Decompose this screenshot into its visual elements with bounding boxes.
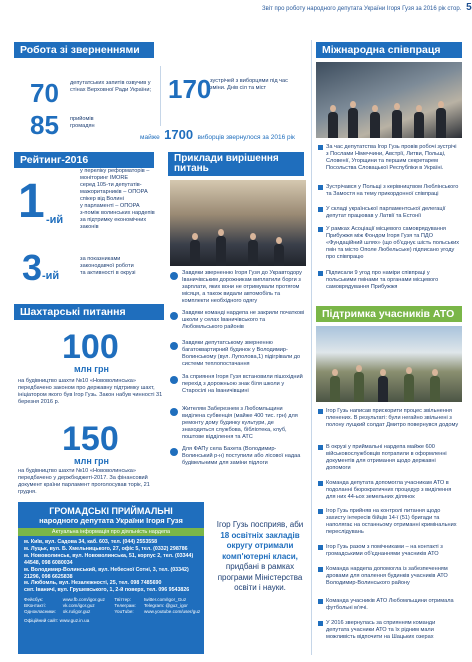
ato-item: В окрузі у приймальні нардепа майже 600 військовослужбовців потрапили в оформленні документів для отримання щодо державні допомоги — [326, 444, 460, 472]
person-figure — [348, 108, 358, 138]
person-figure — [354, 372, 364, 402]
intl-item: У рамках Асоціації місцевого самоврядування Прибужжя між Фондом Ігоря Гузя та ПДО «Фундаційний шлях» (що об'єднує шість польських гмін та місто Ополе Любельське) підписано угоду про співпрацю — [326, 226, 460, 260]
mining-a-text: на будівництво шахти №10 «Нововолинська» передбачено законом про державну підтримку шахт, ініціатором якого був Ігор Гузь. Закон набув чинності 31 березня 2016 р. — [18, 378, 163, 405]
stat-voters-text: виборців звернулося за 2016 рік — [197, 134, 295, 141]
person-figure — [436, 108, 446, 138]
stat-meetings-text: зустрічей з виборцями під час зміни. Днів сіл та міст — [210, 78, 288, 91]
rating-3-line: законодавчої роботи — [80, 263, 134, 269]
rating-1-number: 1 — [18, 175, 45, 228]
social-label: Фейсбук: — [24, 597, 44, 603]
person-figure — [370, 112, 380, 138]
address-item: м. Любомль, вул. Незалежності, 25, тел. 098 7485690 — [24, 580, 162, 587]
schools-text-d: придбані в рамках програми Міністерства освіти і науки. — [217, 562, 303, 592]
rating-3-suffix: -ий — [42, 270, 60, 282]
rating-1-line: у парламенті – ОПОРА — [80, 203, 140, 209]
rating-1-line: за підтримку економічних — [80, 217, 147, 223]
intl-title: Міжнародна співпраця — [316, 42, 462, 58]
schools-note — [214, 520, 306, 594]
example-item: Завдяки командi нардепа не закрили початкові школи у селах Іваничівського та Любомльського районів — [182, 310, 305, 330]
person-figure — [330, 376, 340, 402]
example-item: Завдяки зверненню Ігоря Гузя до Укравтодору Іваничівським дорожникам виплатили борги з зарплати, яких вони не отримували протягом місяця, а також видали автомобіль та комплекти необхідного одягу — [182, 270, 302, 304]
receptions-band: Актуальна інформація про діяльність нардепа — [18, 528, 204, 536]
bullet-icon — [170, 448, 178, 456]
ato-item: Команда нардепа допомогла із забезпеченням дровами для опалення будинків учасників АТО Володимир-Волинського району — [326, 566, 460, 587]
social-label: YouTube: — [114, 609, 134, 615]
rating-3-line: та активності в окрузі — [80, 270, 136, 276]
bullet-icon — [170, 312, 178, 320]
social-label: ВКонтакті: — [24, 603, 46, 609]
schools-text-b: 18 освітніх закладів — [220, 530, 300, 540]
stat-voters — [140, 126, 310, 144]
social-link[interactable]: ok.ru/igor.guz — [62, 609, 91, 615]
ato-item: Ігор Гузь прийняв на контролі питання щодо захисту інтересів бійців 14-ї (51) бригади та наполягає на останньому отриманні кримінальних переслідувань — [326, 508, 460, 536]
rating-1-line: мажоритарників – ОПОРА — [80, 189, 148, 195]
rating-1-line: у переліку реформаторів – — [80, 168, 150, 174]
rating-3-number: 3 — [22, 247, 43, 288]
rating-1-line: серед 105-ти депутатів- — [80, 182, 142, 188]
social-link[interactable]: Telegram: @guz_igor — [144, 603, 188, 609]
social-label: Однокласники: — [24, 609, 56, 615]
intl-photo — [316, 62, 462, 138]
social-link[interactable]: twitter.com/Igor_Guz — [144, 597, 187, 603]
person-figure — [190, 240, 200, 266]
page-header — [262, 2, 472, 18]
receptions-subtitle: народного депутата України Ігоря Гузя — [39, 516, 183, 525]
example-item: Для ФАПу села Бахета (Володимир-Волинський р-н) поступили або лісової надаа будівельними для заміни підлоги — [182, 446, 301, 466]
social-link[interactable]: www.fb.com/igor.guz — [62, 597, 105, 603]
ato-item: Ігор Гузь написав прискорити процес звільнення пленених. В результаті: були негайно звільнені з полону лущкий солдат Дмитро повернувся додому — [326, 408, 459, 428]
stat-voters-pre: майже — [140, 134, 160, 141]
receptions-title: ГРОМАДСЬКІ ПРИЙМАЛЬНІ — [49, 506, 173, 516]
page-label: стор. — [447, 6, 462, 12]
ato-item: У 2016 звернулась за сприянням команди депутата учасники АТО та їх рідним мали можливість відпочити на Шацьких озерах — [326, 620, 460, 641]
intl-item: Підписали 9 угод про наміри співпраці у польськими гмінами та органами місцевого самоврядування Прибужжя — [326, 270, 460, 291]
social-label: Офіційний сайт: — [24, 618, 59, 624]
stat-voters-number: 1700 — [164, 127, 194, 142]
mining-b-text: на будівництво шахти №10 «Нововолинська» передбачено у держбюджеті-2017. За фінансовий документ країни парламент проголосував торік, 21 грудня. — [18, 468, 150, 495]
rating-3-list — [80, 256, 165, 277]
address-item: м. Володимир-Волинський, вул. Небесної Сотні, 3, тел. (03342) 21296, 098 6625838 — [24, 566, 189, 580]
page-number: 5 — [466, 2, 472, 13]
address-item: м. Луцьк, вул. Б. Хмельницького, 27, офіс 5, тел. (0332) 298786 — [24, 545, 188, 552]
person-figure — [274, 244, 284, 266]
mining-title: Шахтарські питання — [14, 304, 164, 320]
mining-b-number: 150 — [62, 420, 119, 458]
intl-item: У складі української парламентської делегації депутат працював у Латвії та Естонії — [326, 206, 460, 220]
person-figure — [248, 240, 258, 266]
examples-photo — [170, 180, 306, 266]
column-divider — [311, 40, 312, 655]
ato-item: Ігор Гузь разом з помічниками – на контакті з громадськими об'єднаннями учасників АТО — [326, 544, 460, 558]
social-link[interactable]: www.guz.in.ua — [59, 618, 90, 624]
intl-item: Зустрічався у Польщі з керівництвом Люблінського та Замостя на тему прикордонної співпраці — [326, 184, 459, 197]
bullet-icon — [170, 272, 178, 280]
address-item: м. Нововолинськ, вул. Нововолинська, 51, корпус 2, тел. (03344) 44548, 098 6080034 — [24, 552, 194, 566]
appeals-title: Робота зі зверненнями — [14, 42, 154, 58]
person-figure — [414, 112, 424, 138]
address-item: смт. Іваничі, вул. Грушевського, 1, 2-й поверх, тел. 096 9543826 — [24, 587, 190, 594]
social-link[interactable]: vk.com/igor.guz — [62, 603, 95, 609]
person-figure — [216, 236, 226, 266]
social-link[interactable]: www.youtube.com/user/guz — [144, 609, 201, 615]
ato-item: Команда учасників АТО Любомльщини отримала футбольні м'ячі. — [326, 598, 460, 612]
receptions-socials — [18, 594, 204, 618]
rating-title: Рейтинг-2016 — [14, 152, 154, 168]
bullet-icon — [170, 408, 178, 416]
person-figure — [404, 374, 414, 402]
example-item: Завдяки депутатському зверненню багатоквартирний будинок у Володимир-Волинському (вул. Луполова,1) підігрівали до системи теплопостачання — [182, 340, 301, 367]
header-title: Звіт про роботу народного депутата України Ігоря Гузя за 2016 рік — [262, 6, 446, 12]
person-figure — [430, 376, 440, 402]
rating-1-line: з-поміж волинських нардепів — [80, 210, 155, 216]
stat-receptions-number: 85 — [30, 110, 59, 140]
person-figure — [392, 110, 402, 138]
receptions-addresses — [18, 539, 204, 594]
ato-title: Підтримка учасників АТО — [316, 306, 462, 322]
example-item: Жителям Заберезнем з Любомльщини виділена субвенція (майже 400 тис. грн) для ремонту дому будинку культури, де знаходиться службова, бібліотека, клуб, поштове відділення та АТС — [182, 406, 298, 440]
schools-text-c: округу отримали комп'ютерні класи, — [222, 541, 298, 561]
bullet-icon — [170, 342, 178, 350]
rating-1-line: законів — [80, 224, 99, 230]
ato-photo — [316, 326, 462, 402]
rating-3-line: за показниками — [80, 256, 121, 262]
social-label: Телеграм: — [114, 603, 136, 609]
social-label: Твіттер: — [114, 597, 131, 603]
rating-1-suffix: -ий — [46, 214, 64, 226]
person-figure — [328, 112, 338, 138]
bullet-icon — [170, 376, 178, 384]
person-figure — [378, 376, 388, 402]
rating-1-line: спікер від Волині — [80, 196, 124, 202]
receptions-box — [18, 502, 204, 654]
intl-item: За час депутатства Ігор Гузь провів робочі зустрічі з Послами Німеччини, Австрії, Литви, Польщі, Словенії, Угорщини та першим секретарем Посольства Словацької Республіки в Україні. — [326, 144, 460, 172]
mining-b-unit: млн грн — [74, 456, 109, 466]
divider — [160, 66, 161, 126]
stat-meetings-number: 170 — [168, 74, 212, 104]
rating-1-list — [80, 168, 165, 231]
rating-1-line: моніторинг IMORE — [80, 175, 129, 181]
stat-receptions-text: прийомів громадян — [70, 116, 95, 129]
ato-item: Команда депутата допомогла учасникам АТО в подоланні бюрократичних процедур з виділення для них 44-ьох земельних ділянок — [326, 480, 460, 501]
stat-requests-number: 70 — [30, 78, 59, 108]
mining-a-unit: млн грн — [74, 364, 109, 374]
stat-requests-text: депутатських запитів озвучив у стінах Верховної Ради України; — [70, 80, 152, 93]
mining-a-number: 100 — [62, 328, 119, 366]
examples-title: Приклади вирішення питань — [168, 152, 304, 176]
example-item: За сприяння Ігоря Гузя встановили пішохідний перехід з дорожньою знак біля школи у Старосілі на Іваничівщині — [182, 374, 303, 394]
schools-text-a: Ігор Гузь посприяв, аби — [216, 520, 304, 529]
address-item: м. Київ, вул. Садова 34, каб. 603, тел. (044) 2553558 — [24, 539, 158, 545]
